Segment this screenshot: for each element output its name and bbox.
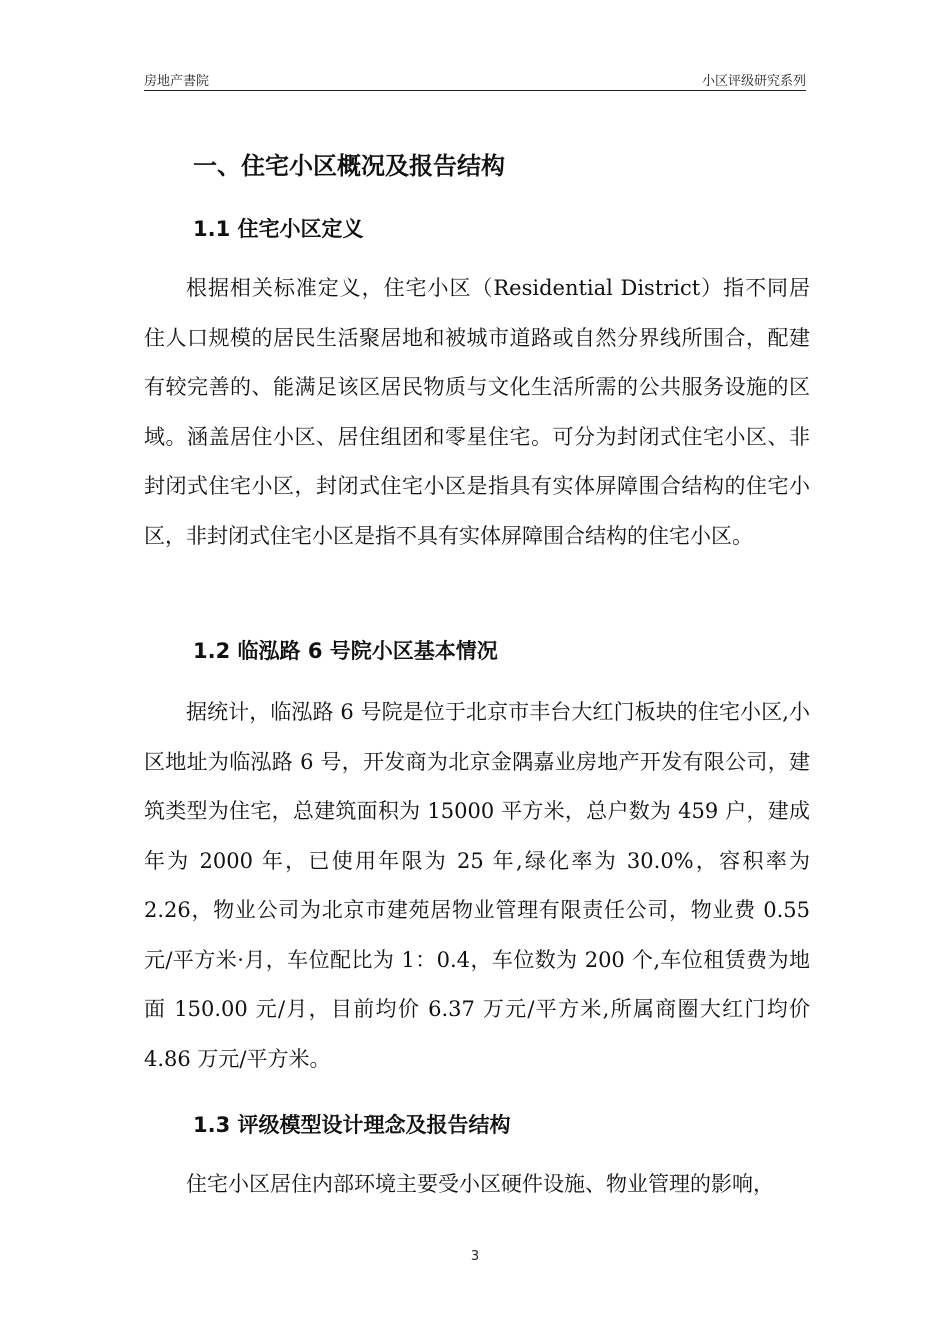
paragraph-definition: 根据相关标准定义，住宅小区（Residential District）指不同居住人口规模的居民生活聚居地和被城市道路或自然分界线所围合，配建有较完善的、能满足该区居民物质与文化生活所需的公共服务设施的区域。涵盖居住小区、居住组团和零星住宅。可分为封闭式住宅小区、非封闭式住宅小区，封闭式住宅小区是指具有实体屏障围合结构的住宅小区，非封闭式住宅小区是指不具有实体屏障围合结构的住宅小区。 bbox=[144, 276, 810, 548]
subsection-title-1-1: 1.1 住宅小区定义 bbox=[193, 217, 364, 241]
subsection-title-1-3: 1.3 评级模型设计理念及报告结构 bbox=[193, 1113, 511, 1137]
section-title: 一、住宅小区概况及报告结构 bbox=[193, 152, 505, 180]
header-series: 小区评级研究系列 bbox=[701, 74, 806, 89]
header-publisher: 房地产書院 bbox=[144, 74, 210, 89]
page-header bbox=[144, 68, 806, 91]
paragraph-basic-info: 据统计，临泓路 6 号院是位于北京市丰台大红门板块的住宅小区,小区地址为临泓路 6 号，开发商为北京金隅嘉业房地产开发有限公司，建筑类型为住宅，总建筑面积为 15000 平方米，总户数为 459 户，建成年为 2000 年，已使用年限为 25 年,绿化率为 30.0%，容积率为 2.26，物业公司为北京市建苑居物业管理有限责任公司，物业费 0.55 元/平方米·月，车位配比为 1：0.4，车位数为 200 个,车位租赁费为地面 150.00 元/月，目前均价 6.37 万元/平方米,所属商圈大红门均价 4.86 万元/平方米。 bbox=[144, 700, 810, 1071]
page-number: 3 bbox=[470, 1249, 480, 1264]
paragraph-model-design: 住宅小区居住内部环境主要受小区硬件设施、物业管理的影响， bbox=[186, 1172, 774, 1196]
subsection-title-1-2: 1.2 临泓路 6 号院小区基本情况 bbox=[193, 639, 498, 663]
